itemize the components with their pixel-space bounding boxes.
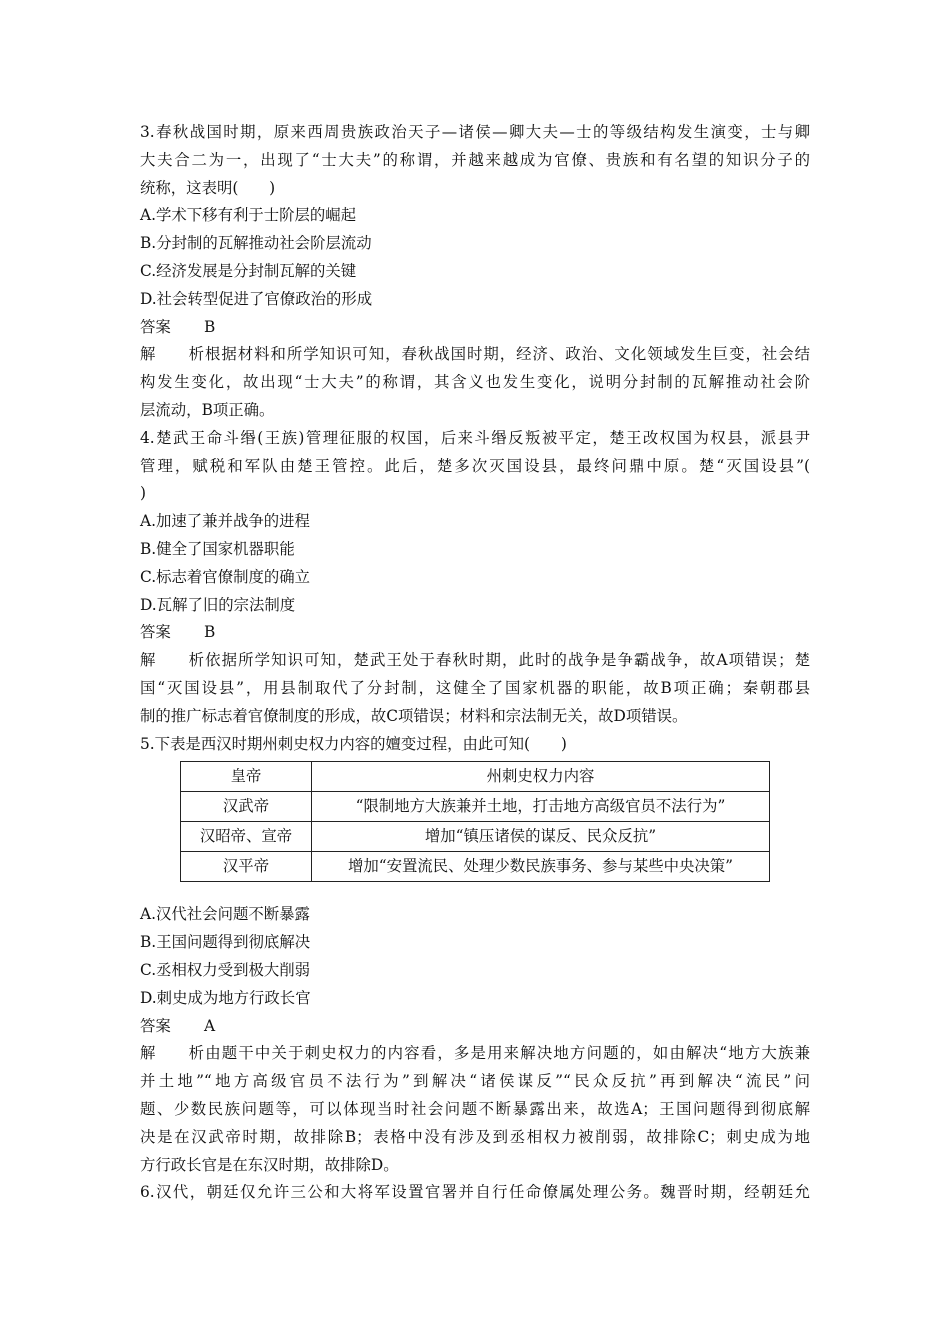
question-4-option-c: C.标志着官僚制度的确立 <box>140 567 311 586</box>
question-5-option-c: C.丞相权力受到极大削弱 <box>140 960 311 979</box>
answer-label: 答案 <box>140 317 171 336</box>
answer-value: A <box>204 1016 216 1035</box>
answer-label: 答案 <box>140 1016 171 1035</box>
question-5-analysis-line: 决是在汉武帝时期，故排除B；表格中没有涉及到丞相权力被削弱，故排除C；刺史成为地 <box>140 1127 810 1146</box>
analysis-text: 根据材料和所学知识可知，春秋战国时期，经济、政治、文化领域发生巨变，社会结 <box>204 345 810 364</box>
question-3-analysis-line <box>140 341 810 369</box>
question-6 <box>140 1179 810 1207</box>
table-row <box>181 852 770 882</box>
analysis-label: 解析 <box>140 1044 204 1063</box>
question-4-analysis-line: 制的推广标志着官僚制度的形成，故C项错误；材料和宗法制无关，故D项错误。 <box>140 706 688 725</box>
table-row <box>181 822 770 852</box>
question-3-stem-line: 3.春秋战国时期，原来西周贵族政治天子—诸侯—卿大夫—士的等级结构发生演变，士与卿 <box>140 123 810 141</box>
answer-value: B <box>204 623 216 642</box>
question-3 <box>140 119 810 425</box>
question-3-stem-line: 统称，这表明( ) <box>140 178 276 197</box>
analysis-text: 依据所学知识可知，楚武王处于春秋时期，此时的战争是争霸战争，故A项错误；楚 <box>204 651 810 670</box>
analysis-label: 解析 <box>140 651 204 670</box>
question-5-analysis-line: 题、少数民族问题等，可以体现当时社会问题不断暴露出来，故选A；王国问题得到彻底解 <box>140 1099 810 1118</box>
table-header-row <box>181 762 770 792</box>
question-5-analysis-line: 并土地”“地方高级官员不法行为”到解决“诸侯谋反”“民众反抗”再到解决“流民”问 <box>140 1072 810 1091</box>
question-4-analysis-line <box>140 647 810 675</box>
table-header-cell: 皇帝 <box>181 762 312 792</box>
question-5-option-d: D.刺史成为地方行政长官 <box>140 988 311 1007</box>
question-5-answer <box>140 1013 810 1041</box>
question-4-stem-line: 4.楚武王命斗缗(王族)管理征服的权国，后来斗缗反叛被平定，楚王改权国为权县，派县尹 <box>140 428 810 447</box>
question-5-stem-line: 5.下表是西汉时期州刺史权力内容的嬗变过程，由此可知( ) <box>140 734 567 753</box>
question-list <box>140 119 810 1207</box>
question-5-analysis-line: 方行政长官是在东汉时期，故排除D。 <box>140 1155 399 1174</box>
question-4-analysis-line: 国“灭国设县”，用县制取代了分封制，这健全了国家机器的职能，故B项正确；秦朝郡县 <box>140 678 810 697</box>
analysis-label: 解析 <box>140 345 204 364</box>
question-3-option-a: A.学术下移有利于士阶层的崛起 <box>140 206 357 225</box>
question-5-option-b: B.王国问题得到彻底解决 <box>140 933 311 952</box>
question-3-option-d: D.社会转型促进了官僚政治的形成 <box>140 289 373 308</box>
table-cell: 汉昭帝、宣帝 <box>181 822 312 852</box>
question-4-answer <box>140 619 810 647</box>
question-4-option-b: B.健全了国家机器职能 <box>140 539 295 558</box>
table-cell: 汉平帝 <box>181 852 312 882</box>
table-cell: 汉武帝 <box>181 792 312 822</box>
question-3-answer <box>140 314 810 342</box>
table-header-cell: 州刺史权力内容 <box>312 762 770 792</box>
question-4-stem-line: 管理，赋税和军队由楚王管控。此后，楚多次灭国设县，最终问鼎中原。楚“灭国设县”( <box>140 456 810 475</box>
question-4-option-a: A.加速了兼并战争的进程 <box>140 512 310 531</box>
question-4-stem-line: ) <box>140 484 147 503</box>
question-5 <box>140 731 810 1180</box>
analysis-text: 由题干中关于刺史权力的内容看，多是用来解决地方问题的，如由解决“地方大族兼 <box>204 1044 810 1063</box>
question-3-option-b: B.分封制的瓦解推动社会阶层流动 <box>140 234 372 253</box>
question-5-option-a: A.汉代社会问题不断暴露 <box>140 905 310 924</box>
question-6-stem-line: 6.汉代，朝廷仅允许三公和大将军设置官署并自行任命僚属处理公务。魏晋时期，经朝廷允 <box>140 1183 810 1202</box>
question-3-stem-line: 大夫合二为一，出现了“士大夫”的称谓，并越来越成为官僚、贵族和有名望的知识分子的 <box>140 150 810 169</box>
question-5-analysis-line <box>140 1040 810 1068</box>
answer-value: B <box>204 317 216 336</box>
answer-label: 答案 <box>140 623 171 642</box>
question-4-option-d: D.瓦解了旧的宗法制度 <box>140 595 296 614</box>
table-row <box>181 792 770 822</box>
question-3-analysis-line: 构发生变化，故出现“士大夫”的称谓，其含义也发生变化，说明分封制的瓦解推动社会阶 <box>140 373 810 392</box>
question-3-option-c: C.经济发展是分封制瓦解的关键 <box>140 261 357 280</box>
question-4 <box>140 425 810 731</box>
table-cell: 增加“安置流民、处理少数民族事务、参与某些中央决策” <box>312 852 770 882</box>
question-3-analysis-line: 层流动，B项正确。 <box>140 400 275 419</box>
table-cell: 增加“镇压诸侯的谋反、民众反抗” <box>312 822 770 852</box>
prefect-power-table <box>180 761 770 882</box>
table-cell: “限制地方大族兼并土地，打击地方高级官员不法行为” <box>312 792 770 822</box>
